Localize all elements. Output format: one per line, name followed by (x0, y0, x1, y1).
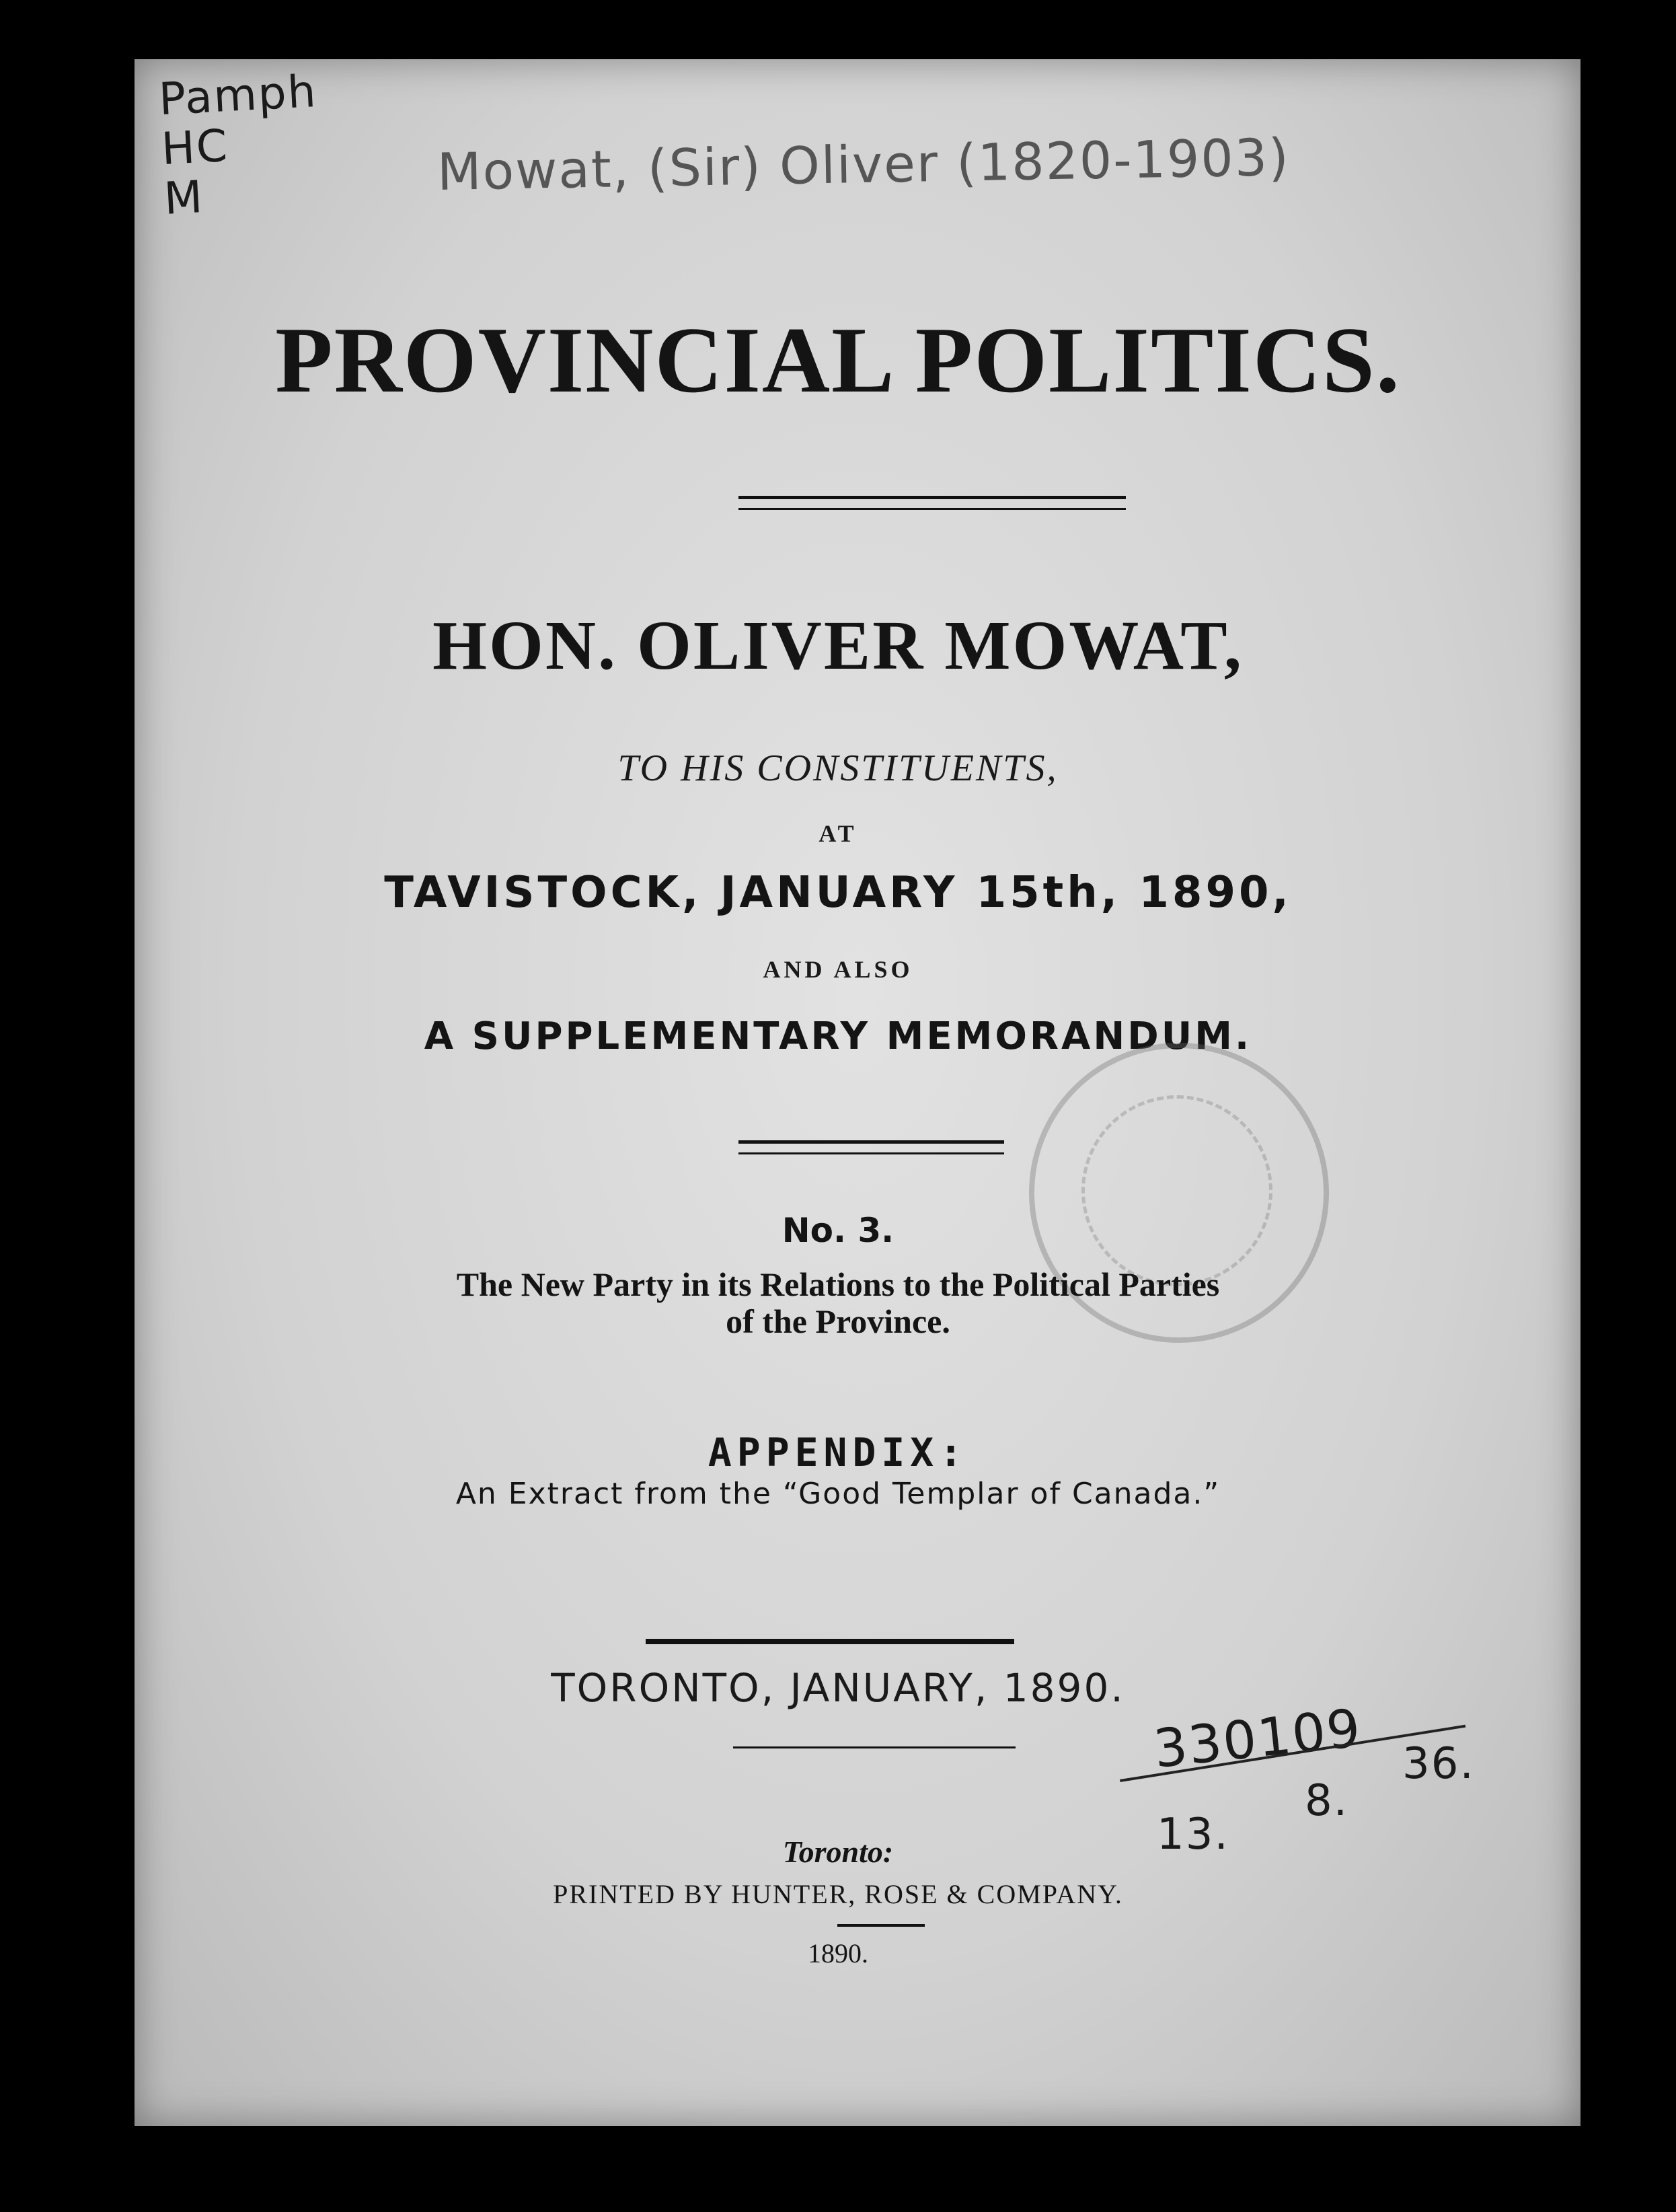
appendix-heading: APPENDIX: (708, 1430, 968, 1475)
handwritten-date-note-b: 8. (1305, 1776, 1349, 1826)
author-name: HON. OLIVER MOWAT, (432, 607, 1244, 684)
imprint-divider (837, 1924, 925, 1927)
place-and-date: TAVISTOCK, JANUARY 15th, 1890, (384, 868, 1292, 918)
publication-divider (646, 1639, 1014, 1644)
pamphlet-number: No. 3. (782, 1211, 894, 1250)
appendix-text: An Extract from the “Good Templar of Canada.” (455, 1477, 1221, 1511)
publication-underline (733, 1746, 1016, 1748)
call-number-line-1: Pamph (157, 65, 319, 126)
handwritten-call-number (157, 67, 323, 224)
title-divider-top (738, 496, 1126, 499)
middle-divider-top (738, 1140, 1004, 1144)
call-number-line-3: M (162, 171, 205, 225)
title-divider-bottom (738, 508, 1126, 510)
cover-title: PROVINCIAL POLITICS. (275, 308, 1401, 412)
publication-line: TORONTO, JANUARY, 1890. (551, 1665, 1125, 1711)
subtitle-line-2: of the Province. (726, 1302, 950, 1340)
and-also-line: AND ALSO (763, 956, 913, 983)
call-number-line-2: HC (160, 119, 230, 176)
handwritten-date-note-c: 36. (1402, 1739, 1475, 1789)
at-line: AT (818, 820, 858, 847)
subtitle-line-1: The New Party in its Relations to the Political Parties (456, 1265, 1220, 1303)
handwritten-date-note-a: 13. (1157, 1810, 1229, 1859)
middle-divider-bottom (738, 1152, 1004, 1154)
printer-line: PRINTED BY HUNTER, ROSE & COMPANY. (553, 1879, 1123, 1909)
imprint-city: Toronto: (782, 1835, 894, 1869)
supplementary-memorandum: A SUPPLEMENTARY MEMORANDUM. (424, 1015, 1252, 1058)
constituents-line: TO HIS CONSTITUENTS, (617, 747, 1059, 789)
imprint-year: 1890. (808, 1938, 868, 1968)
handwritten-author-note: Mowat, (Sir) Oliver (1820-1903) (436, 126, 1291, 202)
handwritten-accession-number: 330109 (1151, 1698, 1365, 1780)
